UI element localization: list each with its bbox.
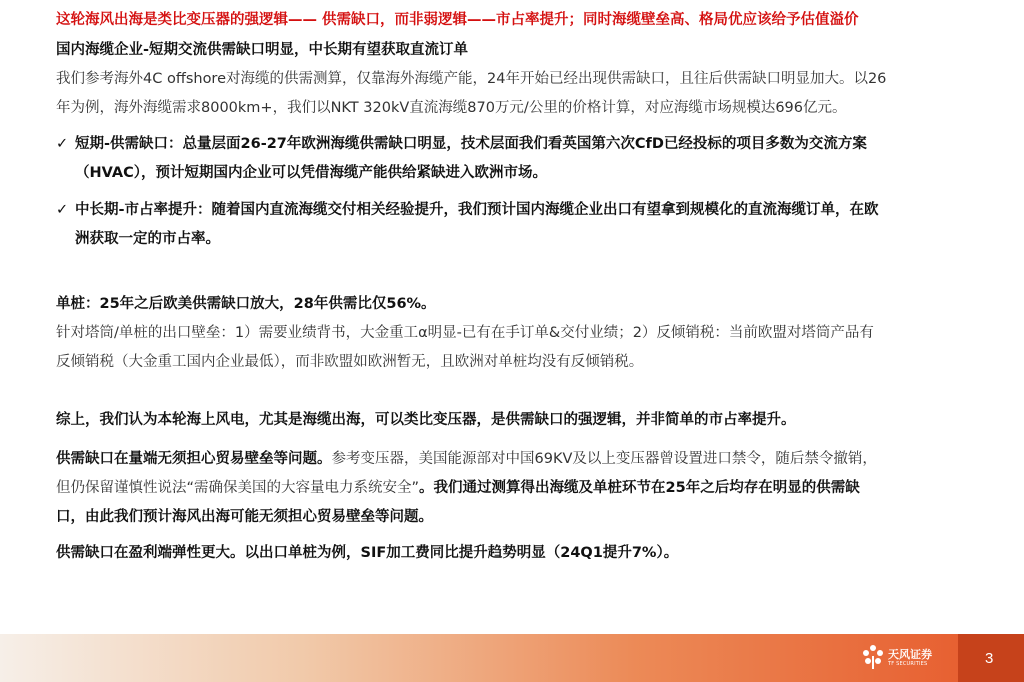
- summary: 综上，我们认为本轮海上风电，尤其是海缆出海，可以类比变压器，是供需缺口的强逻辑，并非简单的市占率提升。: [56, 412, 796, 428]
- section2-para-line2: 反倾销税（大金重工国内企业最低），而非欧盟如欧洲暂无，且欧洲对单桩均没有反倾销税。: [56, 354, 644, 370]
- logo-text: 天风证券: [888, 648, 932, 661]
- page-number: 3: [985, 650, 994, 667]
- bullet2-line1: 中长期-市占率提升：随着国内直流海缆交付相关经验提升，我们预计国内海缆企业出口有望拿到规模化的直流海缆订单，在欧: [75, 202, 879, 218]
- logo-subtext: TF SECURITIES: [888, 661, 928, 667]
- supply-gap-para-line1: [56, 449, 877, 469]
- supply-gap-text1: 参考变压器，美国能源部对中国69KV及以上变压器曾设置进口禁令，随后禁令撤销，: [331, 451, 877, 467]
- company-logo: [862, 644, 952, 672]
- supply-gap-para-line2: [56, 478, 860, 498]
- section2-para-line1: 针对塔筒/单桩的出口壁垒：1）需要业绩背书，大金重工α明显-已有在手订单&交付业绩；2）反倾销税：当前欧盟对塔筒产品有: [56, 325, 874, 341]
- profit-elasticity-para: 供需缺口在盈利端弹性更大。以出口单桩为例，SIF加工费同比提升趋势明显（24Q1提升7%）。: [56, 545, 679, 561]
- supply-gap-para-line3: 口，由此我们预计海风出海可能无须担心贸易壁垒等问题。: [56, 509, 433, 525]
- checkmark-icon: ✓: [56, 202, 69, 218]
- supply-gap-conclusion: 。我们通过测算得出海缆及单桩环节在25年之后均存在明显的供需缺: [419, 480, 860, 496]
- checkmark-icon: ✓: [56, 136, 69, 152]
- section2-title: 单桩：25年之后欧美供需缺口放大，28年供需比仅56%。: [56, 296, 436, 312]
- supply-gap-lead: 供需缺口在量端无须担心贸易壁垒等问题。: [56, 451, 332, 467]
- headline: 这轮海风出海是类比变压器的强逻辑—— 供需缺口，而非弱逻辑——市占率提升；同时海缆壁垒高、格局优应该给予估值溢价: [56, 12, 859, 28]
- flower-logo-icon: [862, 644, 884, 670]
- bullet2-line2: 洲获取一定的市占率。: [75, 231, 220, 247]
- bullet1-line2: （HVAC），预计短期国内企业可以凭借海缆产能供给紧缺进入欧洲市场。: [75, 165, 547, 181]
- bullet1-line1: 短期-供需缺口：总量层面26-27年欧洲海缆供需缺口明显，技术层面我们看英国第六次CfD已经投标的项目多数为交流方案: [75, 136, 867, 152]
- section1-title: 国内海缆企业-短期交流供需缺口明显，中长期有望获取直流订单: [56, 42, 469, 58]
- section1-para-line1: 我们参考海外4C offshore对海缆的供需测算，仅靠海外海缆产能，24年开始已经出现供需缺口，且往后供需缺口明显加大。以26: [56, 71, 887, 87]
- section1-para-line2: 年为例，海外海缆需求8000km+，我们以NKT 320kV直流海缆870万元/公里的价格计算，对应海缆市场规模达696亿元。: [56, 100, 847, 116]
- supply-gap-quote: 但仍保留谨慎性说法“需确保美国的大容量电力系统安全”: [56, 480, 420, 496]
